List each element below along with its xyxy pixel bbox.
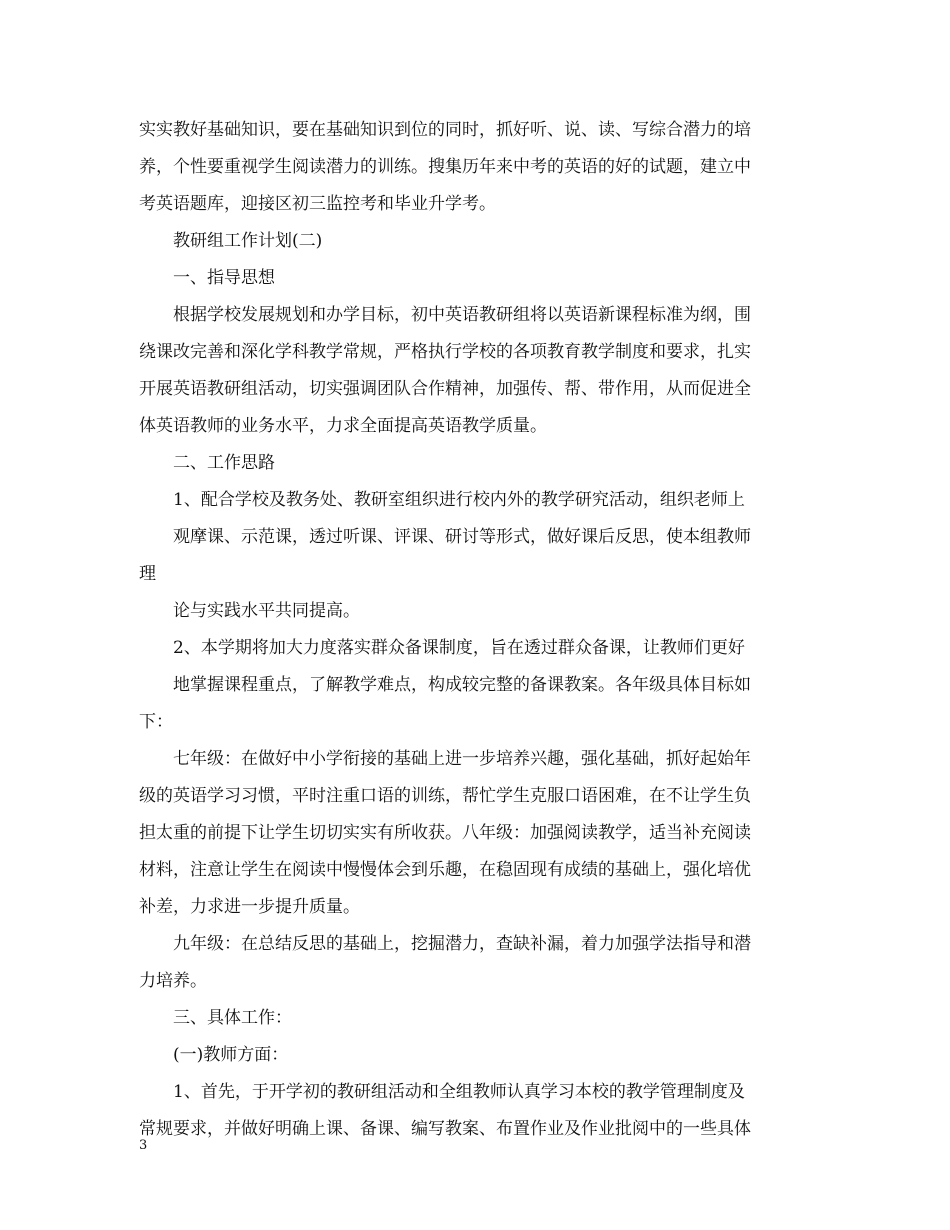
- text-line: 论与实践水平共同提高。: [173, 601, 360, 621]
- section-heading: 一、指导思想: [173, 268, 275, 288]
- text-line: 补差，力求进一步提升质量。: [139, 897, 360, 917]
- section-heading: 三、具体工作：: [173, 1008, 292, 1028]
- text-line: 材料，注意让学生在阅读中慢慢体会到乐趣，在稳固现有成绩的基础上，强化培优: [139, 860, 751, 880]
- section-title: 教研组工作计划(二): [173, 231, 323, 251]
- section-heading: 二、工作思路: [173, 453, 275, 473]
- text-line: 观摩课、示范课，透过听课、评课、研讨等形式，做好课后反思，使本组教师: [173, 527, 751, 547]
- text-line: 考英语题库，迎接区初三监控考和毕业升学考。: [139, 194, 496, 214]
- text-line: 根据学校发展规划和办学目标，初中英语教研组将以英语新课程标准为纲，围: [173, 305, 751, 325]
- text-line: 2、本学期将加大力度落实群众备课制度，旨在透过群众备课，让教师们更好: [173, 638, 745, 658]
- page-number: 3: [139, 1138, 148, 1153]
- text-line: 体英语教师的业务水平，力求全面提高英语教学质量。: [139, 416, 547, 436]
- text-line: 担太重的前提下让学生切切实实有所收获。八年级：加强阅读教学，适当补充阅读: [139, 823, 751, 843]
- text-line: 力培养。: [139, 971, 207, 991]
- text-line: 七年级：在做好中小学衔接的基础上进一步培养兴趣，强化基础，抓好起始年: [173, 749, 751, 769]
- subsection-heading: (一)教师方面：: [173, 1045, 289, 1065]
- text-line: 地掌握课程重点，了解教学难点，构成较完整的备课教案。各年级具体目标如: [173, 675, 751, 695]
- text-line: 九年级：在总结反思的基础上，挖掘潜力，查缺补漏，着力加强学法指导和潜: [173, 934, 751, 954]
- text-line: 实实教好基础知识，要在基础知识到位的同时，抓好听、说、读、写综合潜力的培: [139, 120, 751, 140]
- text-line: 开展英语教研组活动，切实强调团队合作精神，加强传、帮、带作用，从而促进全: [139, 379, 751, 399]
- text-line: 下：: [139, 712, 173, 732]
- text-line: 养，个性要重视学生阅读潜力的训练。搜集历年来中考的英语的好的试题，建立中: [139, 157, 751, 177]
- text-line: 级的英语学习习惯，平时注重口语的训练，帮忙学生克服口语困难，在不让学生负: [139, 786, 751, 806]
- text-line: 1、配合学校及教务处、教研室组织进行校内外的教学研究活动，组织老师上: [173, 490, 745, 510]
- text-line: 绕课改完善和深化学科教学常规，严格执行学校的各项教育教学制度和要求，扎实: [139, 342, 751, 362]
- text-line: 理: [139, 564, 156, 584]
- text-line: 1、首先，于开学初的教研组活动和全组教师认真学习本校的教学管理制度及: [173, 1082, 745, 1102]
- text-line: 常规要求，并做好明确上课、备课、编写教案、布置作业及作业批阅中的一些具体: [139, 1119, 751, 1139]
- document-body: [139, 112, 814, 1148]
